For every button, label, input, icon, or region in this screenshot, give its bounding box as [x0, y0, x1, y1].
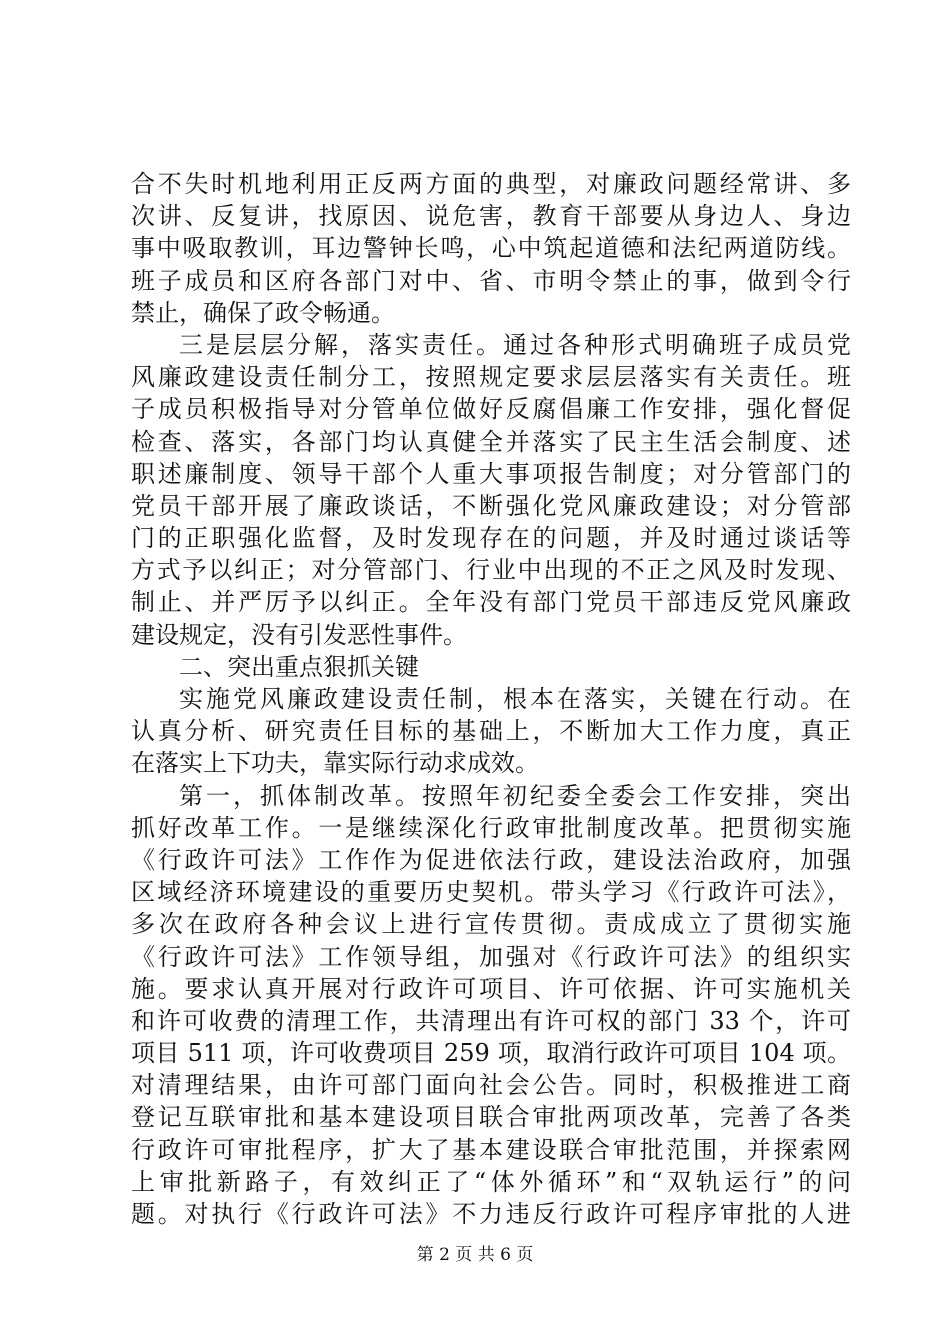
text-line: 《行政许可法》工作领导组，加强对《行政许可法》的组织实: [131, 942, 851, 971]
text-line: 抓好改革工作。一是继续深化行政审批制度改革。把贯彻实施: [131, 813, 851, 842]
text-line: 第一，抓体制改革。按照年初纪委全委会工作安排，突出: [179, 781, 851, 810]
text-line: 三是层层分解，落实责任。通过各种形式明确班子成员党: [179, 330, 851, 359]
text-line: 二、突出重点狠抓关键: [179, 652, 419, 681]
text-line: 建设规定，没有引发恶性事件。: [131, 620, 467, 649]
text-line: 制止、并严厉予以纠正。全年没有部门党员干部违反党风廉政: [131, 588, 851, 617]
page-footer: 第 2 页 共 6 页: [416, 1245, 534, 1265]
text-line: 和许可收费的清理工作，共清理出有许可权的部门 33 个，许可: [131, 1006, 851, 1035]
document-body: [131, 168, 851, 1230]
text-line: 上审批新路子，有效纠正了“体外循环”和“双轨运行”的问: [131, 1167, 851, 1196]
text-line: 多次在政府各种会议上进行宣传贯彻。责成成立了贯彻实施: [131, 910, 851, 939]
text-line: 方式予以纠正；对分管部门、行业中出现的不正之风及时发现、: [131, 556, 851, 585]
text-line: 施。要求认真开展对行政许可项目、许可依据、许可实施机关: [131, 974, 851, 1003]
text-line: 班子成员和区府各部门对中、省、市明令禁止的事，做到令行: [131, 266, 851, 295]
text-line: 登记互联审批和基本建设项目联合审批两项改革，完善了各类: [131, 1103, 851, 1132]
text-line: 认真分析、研究责任目标的基础上，不断加大工作力度，真正: [131, 717, 851, 746]
text-line: 禁止，确保了政令畅通。: [131, 298, 395, 327]
text-line: 项目 511 项，许可收费项目 259 项，取消行政许可项目 104 项。: [131, 1039, 851, 1068]
text-line: 实施党风廉政建设责任制，根本在落实，关键在行动。在: [179, 685, 851, 713]
text-line: 次讲、反复讲，找原因、说危害，教育干部要从身边人、身边: [131, 202, 851, 231]
text-line: 职述廉制度、领导干部个人重大事项报告制度；对分管部门的: [131, 459, 851, 488]
text-line: 党员干部开展了廉政谈话，不断强化党风廉政建设；对分管部: [131, 491, 851, 520]
text-line: 门的正职强化监督，及时发现存在的问题，并及时通过谈话等: [131, 524, 851, 553]
text-line: 风廉政建设责任制分工，按照规定要求层层落实有关责任。班: [131, 363, 851, 392]
text-line: 区域经济环境建设的重要历史契机。带头学习《行政许可法》，: [131, 878, 851, 907]
text-line: 对清理结果，由许可部门面向社会公告。同时，积极推进工商: [131, 1071, 851, 1100]
text-line: 题。对执行《行政许可法》不力违反行政许可程序审批的人进: [131, 1200, 851, 1228]
text-line: 行政许可审批程序，扩大了基本建设联合审批范围，并探索网: [131, 1135, 851, 1164]
text-line: 《行政许可法》工作作为促进依法行政，建设法治政府，加强: [131, 845, 851, 874]
text-line: 合不失时机地利用正反两方面的典型，对廉政问题经常讲、多: [131, 170, 851, 198]
text-line: 在落实上下功夫，靠实际行动求成效。: [131, 749, 539, 778]
text-line: 子成员积极指导对分管单位做好反腐倡廉工作安排，强化督促: [131, 395, 851, 424]
text-line: 事中吸取教训，耳边警钟长鸣，心中筑起道德和法纪两道防线。: [131, 234, 851, 263]
text-line: 检查、落实，各部门均认真健全并落实了民主生活会制度、述: [131, 427, 851, 456]
